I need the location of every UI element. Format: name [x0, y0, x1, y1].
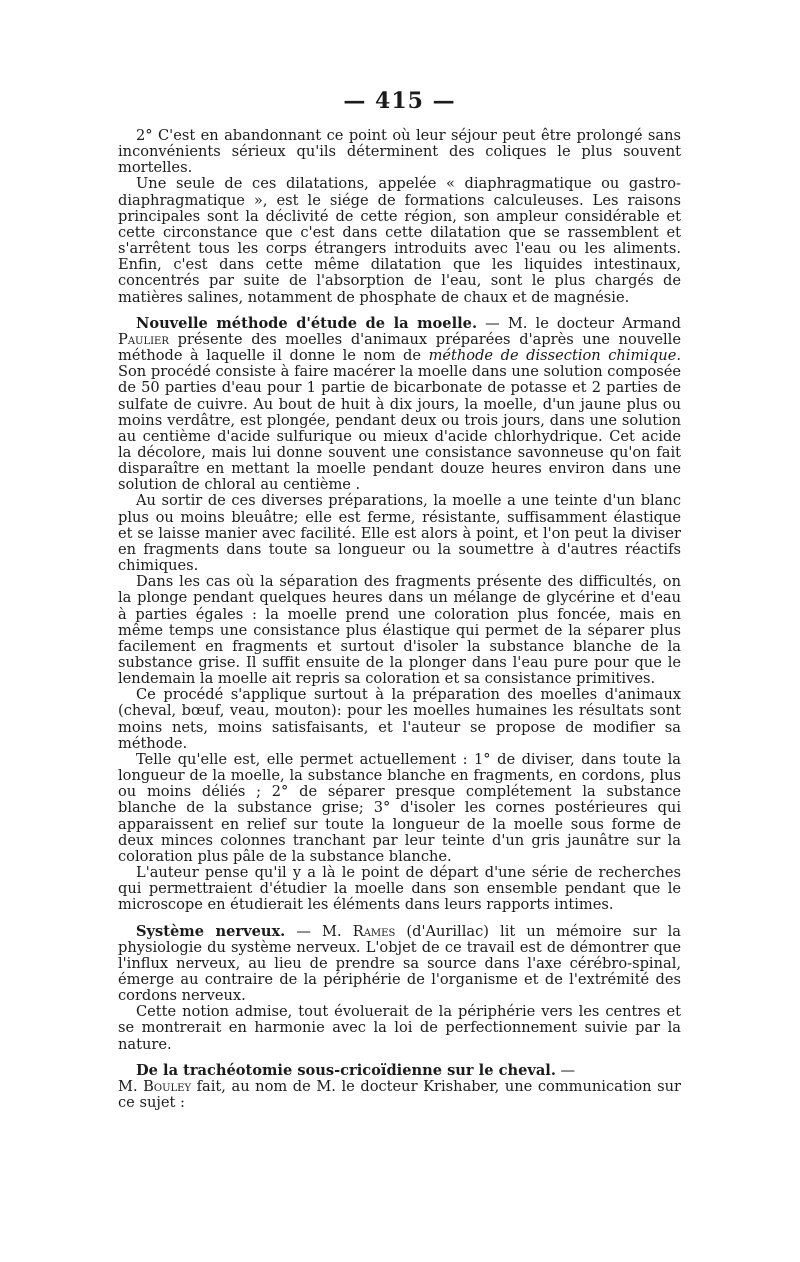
paragraph: [118, 316, 681, 494]
text-run: (d'Aurillac) lit un mémoire sur la physiologie du système nerveux. L'objet de ce travail est de démontrer que l'influx nerveux, au lieu de prendre sa source dans l'axe cérébro-spinal, émerge au contraire de la périphérie de l'organisme et de l'extrémité des cordons nerveux.: [118, 922, 682, 1005]
nerveux-section: [118, 924, 681, 1053]
text-run: fait, au nom de M. le docteur Krishaber, une communication sur ce sujet :: [118, 1077, 681, 1112]
text-run: M.: [118, 1077, 144, 1095]
text-run: — M.: [285, 922, 353, 940]
author-name: Rames: [352, 922, 396, 940]
tracheo-section: [118, 1063, 681, 1111]
paragraph: Ce procédé s'applique surtout à la préparation des moelles d'animaux (cheval, bœuf, veau, mouton): pour les moelles humaines les résultats sont moins nets, moins satisfaisants, et l'auteur se propose de modifier sa méthode.: [118, 686, 681, 752]
paragraph: 2° C'est en abandonnant ce point où leur séjour peut être prolongé sans inconvénients sérieux qu'ils déterminent des coliques le plus souvent mortelles.: [118, 127, 681, 177]
text-run: présente des moelles d'animaux préparées d'après une nouvelle méthode à laquelle il donne le nom de: [118, 330, 681, 365]
paragraph: L'auteur pense qu'il y a là le point de départ d'une série de recherches qui permettraient d'étudier la moelle dans son ensemble pendant que le microscope en étudierait les éléments dans leurs rapports intimes.: [118, 864, 681, 914]
author-name: Paulier: [118, 330, 169, 348]
section-heading: Nouvelle méthode d'étude de la moelle.: [136, 314, 478, 332]
page-number: — 415 —: [343, 88, 456, 114]
paragraph: [118, 1063, 681, 1079]
text-run: — M. le docteur Armand: [477, 314, 681, 332]
paragraph: Une seule de ces dilatations, appelée « diaphragmatique ou gastro-diaphragmatique », est le siége de formations calculeuses. Les raisons principales sont la déclivité de cette région, son ampleur considérable et cette circonstance que c'est dans cette dilatation que se rassemblent et s'arrêtent tous les corps étrangers introduits avec l'eau ou les aliments. Enfin, c'est dans cette même dilatation que les liquides intestinaux, concentrés par suite de l'absorption de l'eau, sont le plus chargés de matières salines, notamment de phosphate de chaux et de magnésie.: [118, 175, 681, 306]
text-run: Son procédé consiste à faire macérer la moelle dans une solution composée de 50 parties d'eau pour 1 partie de bicarbonate de potasse et 2 parties de sulfate de cuivre. Au bout de huit à dix jours, la moelle, d'un jaune plus ou moins verdâtre, est plongée, pendant deux ou trois jours, dans une solution au centième d'acide sulfurique ou mieux d'acide chlorhydrique. Cet acide la décolore, mais lui donne souvent une consistance savonneuse qu'on fait disparaître en mettant la moelle pendant douze heures environ dans une solution de chloral au centième .: [118, 363, 681, 494]
paragraph: Cette notion admise, tout évoluerait de la périphérie vers les centres et se montrerait en harmonie avec la loi de perfectionnement suivie par la nature.: [118, 1003, 681, 1053]
paragraph: Dans les cas où la séparation des fragments présente des difficultés, on la plonge pendant quelques heures dans un mélange de glycérine et d'eau à parties égales : la moelle prend une coloration plus foncée, mais en même temps une consistance plus élastique qui permet de la séparer plus facilement en fragments et surtout d'isoler la substance blanche de la substance grise. Il suffit ensuite de la plonger dans l'eau pure pour que le lendemain la moelle ait repris sa coloration et sa consistance primitives.: [118, 573, 681, 688]
paragraph: [118, 924, 681, 1005]
method-name: méthode de dissection chimique.: [428, 347, 681, 365]
paragraph: [118, 1079, 681, 1111]
document-page: [118, 88, 681, 1111]
moelle-section: [118, 316, 681, 914]
section-heading: Système nerveux.: [136, 922, 286, 940]
author-name: Bouley: [143, 1077, 192, 1095]
section-heading: De la trachéotomie sous-cricoïdienne sur le cheval.: [136, 1061, 556, 1079]
text-run: —: [555, 1061, 576, 1079]
paragraph: Telle qu'elle est, elle permet actuellement : 1° de diviser, dans toute la longueur de la moelle, la substance blanche en fragments, en cordons, plus ou moins déliés ; 2° de séparer presque complétement la substance blanche de la substance grise; 3° d'isoler les cornes postérieures qui apparaissent en relief sur toute la longueur de la moelle sous forme de deux minces colonnes tranchant par leur teinte d'un gris jaunâtre sur la coloration plus pâle de la substance blanche.: [118, 750, 681, 865]
paragraph: Au sortir de ces diverses préparations, la moelle a une teinte d'un blanc plus ou moins bleuâtre; elle est ferme, résistante, suffisamment élastique et se laisse manier avec facilité. Elle est alors à point, et l'on peut la diviser en fragments dans toute sa longueur ou la soumettre à d'autres réactifs chimiques.: [118, 492, 681, 575]
intro-section: [118, 128, 681, 306]
